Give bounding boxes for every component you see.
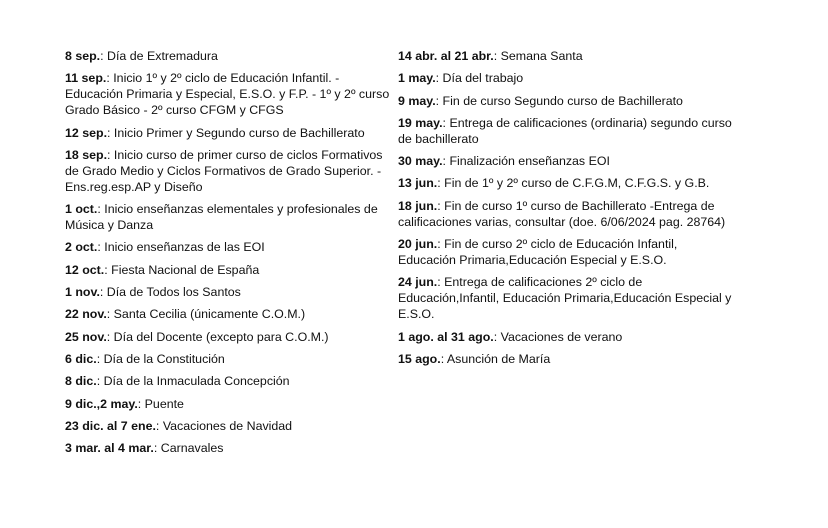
calendar-entry: 9 may.: Fin de curso Segundo curso de Bachillerato: [398, 93, 683, 108]
calendar-entry: 6 dic.: Día de la Constitución: [65, 351, 225, 366]
calendar-entry: 23 dic. al 7 ene.: Vacaciones de Navidad: [65, 418, 293, 433]
entry-description: Día del Docente (excepto para C.O.M.): [113, 329, 329, 344]
entry-date: 8 sep.: [65, 49, 101, 63]
entry-date: 22 nov.: [65, 307, 107, 322]
entry-date: 23 dic. al 7 ene.: [65, 418, 156, 433]
entry-date: 25 nov.: [65, 329, 107, 344]
entry-description: Día de Todos los Santos: [106, 285, 241, 300]
entry-description: Puente: [144, 396, 184, 411]
entry-date: 1 nov.: [65, 285, 100, 300]
entry-description: Entrega de calificaciones 2º ciclo de Educación,Infantil, Educación Primaria,Educación Especial y E.S.O.: [398, 275, 732, 322]
entry-description: Fin de curso 1º curso de Bachillerato -Entrega de calificaciones varias, consultar (doe. 6/06/2024 pag. 28764): [398, 198, 726, 229]
entry-date: 18 jun.: [398, 198, 438, 213]
entry-description: Asunción de María: [446, 351, 551, 366]
entry-date: 18 sep.: [65, 147, 108, 162]
entry-date: 2 oct.: [65, 240, 98, 255]
calendar-entry: 25 nov.: Día del Docente (excepto para C.O.M.): [65, 329, 329, 344]
entry-date: 12 oct.: [65, 262, 105, 277]
entry-description: Vacaciones de Navidad: [162, 418, 293, 433]
entry-description: Día de la Constitución: [103, 351, 225, 366]
entry-date: 9 may.: [398, 93, 436, 108]
entry-description: Carnavales: [160, 441, 224, 456]
entry-date: 13 jun.: [398, 176, 438, 191]
calendar-entry: 14 abr. al 21 abr.: Semana Santa: [398, 49, 583, 63]
calendar-entry: 22 nov.: Santa Cecilia (únicamente C.O.M.): [65, 307, 306, 322]
entry-date: 20 jun.: [398, 237, 438, 252]
calendar-entry: 11 sep.: Inicio 1º y 2º ciclo de Educación Infantil. -Educación Primaria y Especial, E.S.O. y F.P. - 1º y 2º curso Grado Básico - 2º curso CFGM y CFGS: [65, 71, 390, 118]
calendar-entry: 15 ago.: Asunción de María: [398, 351, 551, 366]
entry-date: 8 dic.: [65, 374, 97, 389]
entry-description: Fiesta Nacional de España: [111, 262, 260, 277]
entry-description: Finalización enseñanzas EOI: [449, 154, 610, 169]
entry-description: Vacaciones de verano: [500, 329, 623, 344]
entry-date: 19 may.: [398, 115, 443, 130]
entry-date: 12 sep.: [65, 125, 108, 140]
entry-date: 1 may.: [398, 71, 436, 86]
entry-description: Inicio enseñanzas de las EOI: [104, 240, 265, 255]
calendar-entry: 1 may.: Día del trabajo: [398, 71, 524, 86]
calendar-right-column: [398, 48, 738, 373]
calendar-entry: 1 oct.: Inicio enseñanzas elementales y profesionales de Música y Danza: [65, 202, 378, 233]
calendar-left-column: [65, 48, 393, 462]
calendar-entry: 30 may.: Finalización enseñanzas EOI: [398, 154, 610, 169]
entry-description: Día del trabajo: [442, 71, 524, 86]
entry-description: Fin de curso 2º ciclo de Educación Infantil, Educación Primaria,Educación Especial y E.S.O.: [398, 237, 678, 268]
entry-description: Semana Santa: [500, 49, 583, 63]
calendar-entry: 8 sep.: Día de Extremadura: [65, 49, 218, 63]
entry-date: 24 jun.: [398, 275, 438, 290]
entry-description: Inicio enseñanzas elementales y profesionales de Música y Danza: [65, 202, 378, 233]
entry-description: Día de Extremadura: [107, 49, 218, 63]
calendar-entry: 24 jun.: Entrega de calificaciones 2º ciclo de Educación,Infantil, Educación Primaria,Educación Especial y E.S.O.: [398, 275, 732, 322]
entry-date: 15 ago.: [398, 351, 441, 366]
entry-date: 6 dic.: [65, 351, 97, 366]
calendar-entry: 3 mar. al 4 mar.: Carnavales: [65, 441, 224, 456]
calendar-entry: 12 oct.: Fiesta Nacional de España: [65, 262, 260, 277]
calendar-entry: 12 sep.: Inicio Primer y Segundo curso de Bachillerato: [65, 125, 365, 140]
calendar-entry: 20 jun.: Fin de curso 2º ciclo de Educación Infantil, Educación Primaria,Educación Especial y E.S.O.: [398, 237, 678, 268]
calendar-entry: 9 dic.,2 may.: Puente: [65, 396, 184, 411]
entry-date: 1 oct.: [65, 202, 98, 217]
calendar-entry: 13 jun.: Fin de 1º y 2º curso de C.F.G.M, C.F.G.S. y G.B.: [398, 176, 710, 191]
calendar-entry: 1 nov.: Día de Todos los Santos: [65, 285, 241, 300]
entry-date: 11 sep.: [65, 71, 107, 86]
entry-description: Inicio curso de primer curso de ciclos Formativos de Grado Medio y Ciclos Formativos de Grado Superior. - Ens.reg.esp.AP y Diseño: [65, 147, 383, 194]
calendar-entry: 8 dic.: Día de la Inmaculada Concepción: [65, 374, 290, 389]
entry-description: Fin de curso Segundo curso de Bachillerato: [442, 93, 683, 108]
calendar-entry: 18 sep.: Inicio curso de primer curso de ciclos Formativos de Grado Medio y Ciclos Formativos de Grado Superior. - Ens.reg.esp.AP y Diseño: [65, 147, 383, 194]
entry-description: Inicio Primer y Segundo curso de Bachillerato: [113, 125, 365, 140]
calendar-entry: 19 may.: Entrega de calificaciones (ordinaria) segundo curso de bachillerato: [398, 115, 732, 146]
entry-description: Día de la Inmaculada Concepción: [103, 374, 290, 389]
entry-date: 30 may.: [398, 154, 443, 169]
entry-description: Santa Cecilia (únicamente C.O.M.): [113, 307, 306, 322]
calendar-entry: 2 oct.: Inicio enseñanzas de las EOI: [65, 240, 265, 255]
entry-date: 3 mar. al 4 mar.: [65, 441, 154, 456]
entry-description: Entrega de calificaciones (ordinaria) segundo curso de bachillerato: [398, 115, 732, 146]
entry-date: 1 ago. al 31 ago.: [398, 329, 494, 344]
calendar-entry: 1 ago. al 31 ago.: Vacaciones de verano: [398, 329, 623, 344]
entry-date: 14 abr. al 21 abr.: [398, 49, 494, 63]
entry-description: Fin de 1º y 2º curso de C.F.G.M, C.F.G.S. y G.B.: [444, 176, 710, 191]
entry-date: 9 dic.,2 may.: [65, 396, 138, 411]
entry-description: Inicio 1º y 2º ciclo de Educación Infantil. -Educación Primaria y Especial, E.S.O. y F.P. - 1º y 2º curso Grado Básico - 2º curso CFGM y CFGS: [65, 71, 390, 118]
calendar-entry: 18 jun.: Fin de curso 1º curso de Bachillerato -Entrega de calificaciones varias, consultar (doe. 6/06/2024 pag. 28764): [398, 198, 726, 229]
